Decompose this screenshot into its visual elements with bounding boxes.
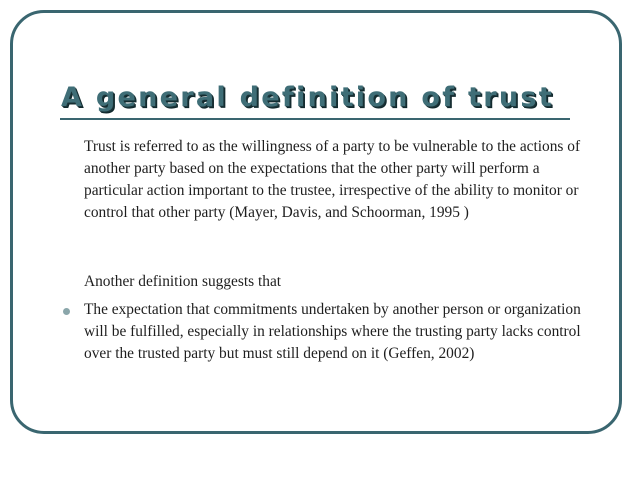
definition-paragraph: Trust is referred to as the willingness of a party to be vulnerable to the actions of another party based on the expectations that the other party will perform a particular action important to the trustee, irrespective of the ability to monitor or control that other party (Mayer, Davis, and Schoorman, 1995 ) xyxy=(84,138,581,221)
slide-title: A general definition of trust xyxy=(61,82,554,113)
bullet-icon xyxy=(63,308,70,315)
title-underline xyxy=(60,118,570,120)
intro-paragraph: Another definition suggests that xyxy=(84,273,282,290)
bullet-paragraph: The expectation that commitments undertaken by another person or organization will be fulfilled, especially in relationships where the trusting party lacks control over the trusted party but must still depend on it (Geffen, 2002) xyxy=(84,301,581,362)
